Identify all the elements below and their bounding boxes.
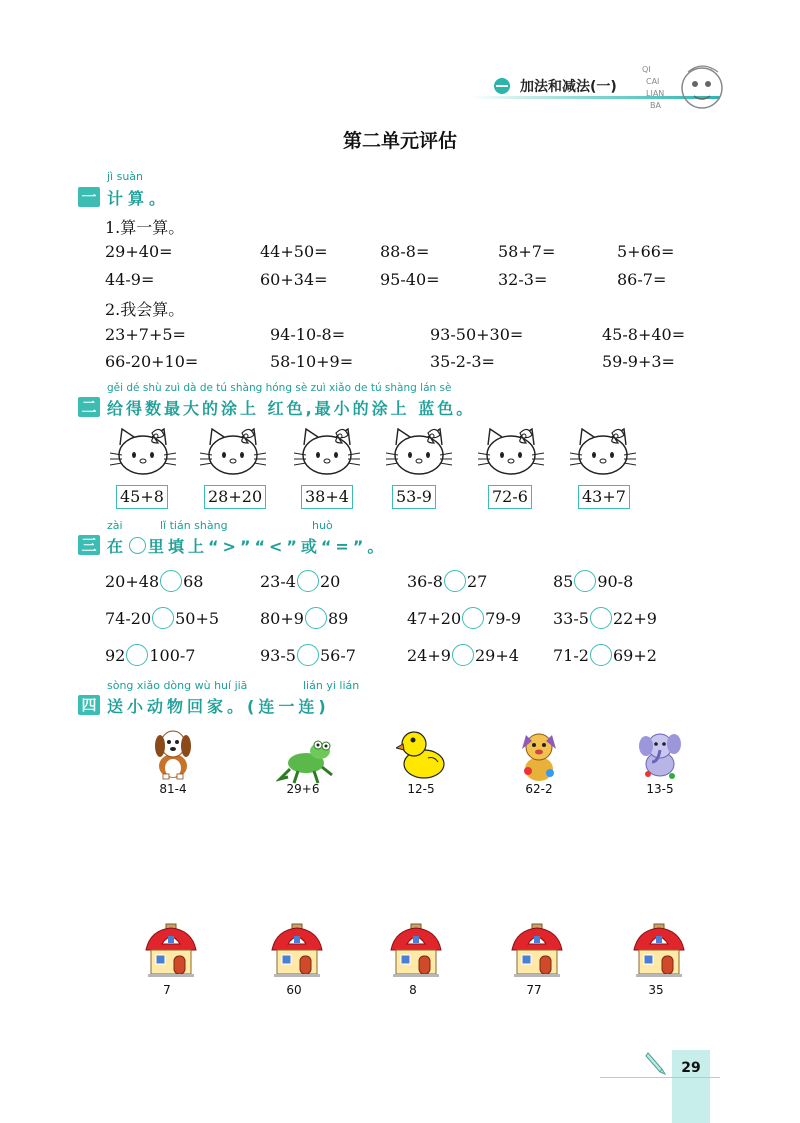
subsection-1-label: 1.算一算。 — [105, 218, 185, 237]
kitty-face-icon — [108, 423, 178, 481]
section-3-heading-a: 在 — [107, 537, 128, 556]
compare-left: 23-4 — [260, 571, 296, 591]
compare-item — [407, 644, 519, 666]
color-option[interactable]: 53-9 — [392, 485, 436, 509]
circle-symbol-icon — [129, 537, 146, 554]
compare-item — [407, 570, 487, 592]
compare-left: 47+20 — [407, 608, 462, 628]
house-icon[interactable] — [632, 922, 686, 978]
section-2-heading: 给得数最大的涂上 红色,最小的涂上 蓝色。 — [107, 399, 476, 418]
compare-circle-blank[interactable] — [305, 607, 327, 629]
compare-right: 50+5 — [175, 608, 220, 628]
calc-item: 66-20+10= — [105, 352, 199, 371]
section-2-number: 二 — [78, 397, 100, 417]
calc-item: 45-8+40= — [602, 325, 686, 344]
compare-item — [260, 570, 340, 592]
section-4-heading: 送小动物回家。(连一连) — [107, 697, 330, 716]
section-3-pinyin-b: lǐ tián shàng — [160, 519, 228, 532]
house-label: 7 — [163, 983, 171, 997]
compare-left: 85 — [553, 571, 574, 591]
cat-icon[interactable] — [514, 727, 564, 783]
compare-left: 80+9 — [260, 608, 304, 628]
compare-item — [260, 607, 348, 629]
compare-item — [105, 570, 203, 592]
svg-text:LIAN: LIAN — [646, 89, 665, 98]
section-3-heading-b: 里填上“>”“<”或“=”。 — [148, 537, 388, 556]
calc-item: 35-2-3= — [430, 352, 495, 371]
compare-circle-blank[interactable] — [126, 644, 148, 666]
compare-item — [105, 644, 195, 666]
subsection-2-label: 2.我会算。 — [105, 300, 185, 319]
animal-label-frog: 29+6 — [286, 782, 320, 796]
compare-right: 89 — [327, 608, 349, 628]
compare-left: 92 — [105, 645, 126, 665]
kitty-face-icon — [292, 423, 362, 481]
compare-circle-blank[interactable] — [590, 607, 612, 629]
kitty-face-icon — [384, 423, 454, 481]
page-title: 第二单元评估 — [342, 130, 457, 152]
compare-left: 24+9 — [407, 645, 451, 665]
house-label: 77 — [526, 983, 542, 997]
kitty-face-icon — [198, 423, 268, 481]
compare-circle-blank[interactable] — [452, 644, 474, 666]
header-title: 加法和减法(一) — [520, 79, 617, 95]
header-bullet-icon — [494, 78, 510, 94]
footer-line — [600, 1077, 720, 1078]
calc-item: 29+40= — [105, 242, 173, 261]
calc-item: 58-10+9= — [270, 352, 354, 371]
animal-label-dog: 81-4 — [159, 782, 187, 796]
compare-circle-blank[interactable] — [297, 570, 319, 592]
compare-right: 29+4 — [474, 645, 519, 665]
pencil-icon — [645, 1050, 667, 1076]
section-3-number: 三 — [78, 535, 100, 555]
color-option[interactable]: 28+20 — [204, 485, 266, 509]
compare-right: 56-7 — [319, 645, 356, 665]
frog-icon[interactable] — [276, 732, 334, 788]
svg-text:BA: BA — [650, 101, 661, 110]
compare-right: 79-9 — [485, 608, 522, 628]
calc-item: 32-3= — [498, 270, 548, 289]
compare-item — [553, 644, 657, 666]
page-number: 29 — [681, 1060, 701, 1076]
calc-item: 86-7= — [617, 270, 667, 289]
compare-circle-blank[interactable] — [152, 607, 174, 629]
compare-left: 36-8 — [407, 571, 443, 591]
compare-right: 22+9 — [612, 608, 657, 628]
section-4-number: 四 — [78, 695, 100, 715]
compare-circle-blank[interactable] — [462, 607, 484, 629]
animal-label-cat: 62-2 — [525, 782, 553, 796]
house-icon[interactable] — [144, 922, 198, 978]
calc-item: 58+7= — [498, 242, 556, 261]
section-3-heading — [107, 534, 387, 557]
section-1-pinyin: jì suàn — [107, 170, 144, 183]
duck-icon[interactable] — [396, 726, 446, 782]
calc-item: 94-10-8= — [270, 325, 346, 344]
compare-item — [407, 607, 521, 629]
compare-circle-blank[interactable] — [444, 570, 466, 592]
compare-right: 69+2 — [612, 645, 657, 665]
compare-right: 68 — [183, 571, 204, 591]
dog-icon[interactable] — [148, 724, 198, 780]
calc-item: 44-9= — [105, 270, 155, 289]
house-icon[interactable] — [510, 922, 564, 978]
svg-text:CAI: CAI — [646, 77, 660, 86]
color-option[interactable]: 72-6 — [488, 485, 532, 509]
compare-circle-blank[interactable] — [574, 570, 596, 592]
calc-item: 23+7+5= — [105, 325, 186, 344]
color-option[interactable]: 43+7 — [578, 485, 630, 509]
compare-circle-blank[interactable] — [590, 644, 612, 666]
house-label: 60 — [286, 983, 302, 997]
kitty-face-icon — [568, 423, 638, 481]
house-icon[interactable] — [270, 922, 324, 978]
compare-item — [553, 607, 657, 629]
compare-item — [553, 570, 633, 592]
compare-item — [260, 644, 356, 666]
calc-item: 60+34= — [260, 270, 328, 289]
calc-item: 93-50+30= — [430, 325, 524, 344]
section-1-heading: 计算。 — [107, 189, 171, 208]
animal-label-duck: 12-5 — [407, 782, 435, 796]
elephant-icon[interactable] — [634, 728, 684, 784]
color-option[interactable]: 38+4 — [301, 485, 353, 509]
mascot-logo-icon — [640, 58, 730, 118]
compare-circle-blank[interactable] — [297, 644, 319, 666]
calc-item: 88-8= — [380, 242, 430, 261]
section-4-pinyin-b: lián yi lián — [303, 679, 360, 692]
compare-left: 33-5 — [553, 608, 589, 628]
section-3-pinyin-a: zài — [107, 519, 123, 532]
svg-text:QI: QI — [642, 65, 651, 74]
section-2-pinyin: gěi dé shù zuì dà de tú shàng hóng sè zuì xiǎo de tú shàng lán sè — [107, 382, 452, 394]
compare-right: 100-7 — [149, 645, 196, 665]
section-1-number: 一 — [78, 187, 100, 207]
compare-right: 27 — [466, 571, 488, 591]
compare-left: 93-5 — [260, 645, 296, 665]
house-label: 8 — [409, 983, 417, 997]
compare-left: 20+48 — [105, 571, 160, 591]
compare-circle-blank[interactable] — [160, 570, 182, 592]
calc-item: 5+66= — [617, 242, 675, 261]
compare-left: 71-2 — [553, 645, 589, 665]
section-3-pinyin-c: huò — [312, 519, 333, 532]
calc-item: 95-40= — [380, 270, 440, 289]
section-4-pinyin-a: sòng xiǎo dòng wù huí jiā — [107, 679, 248, 692]
house-icon[interactable] — [389, 922, 443, 978]
calc-item: 59-9+3= — [602, 352, 675, 371]
house-label: 35 — [648, 983, 664, 997]
color-option[interactable]: 45+8 — [116, 485, 168, 509]
compare-right: 20 — [319, 571, 341, 591]
kitty-face-icon — [476, 423, 546, 481]
calc-item: 44+50= — [260, 242, 328, 261]
compare-right: 90-8 — [597, 571, 634, 591]
animal-label-elephant: 13-5 — [646, 782, 674, 796]
compare-left: 74-20 — [105, 608, 152, 628]
compare-item — [105, 607, 219, 629]
